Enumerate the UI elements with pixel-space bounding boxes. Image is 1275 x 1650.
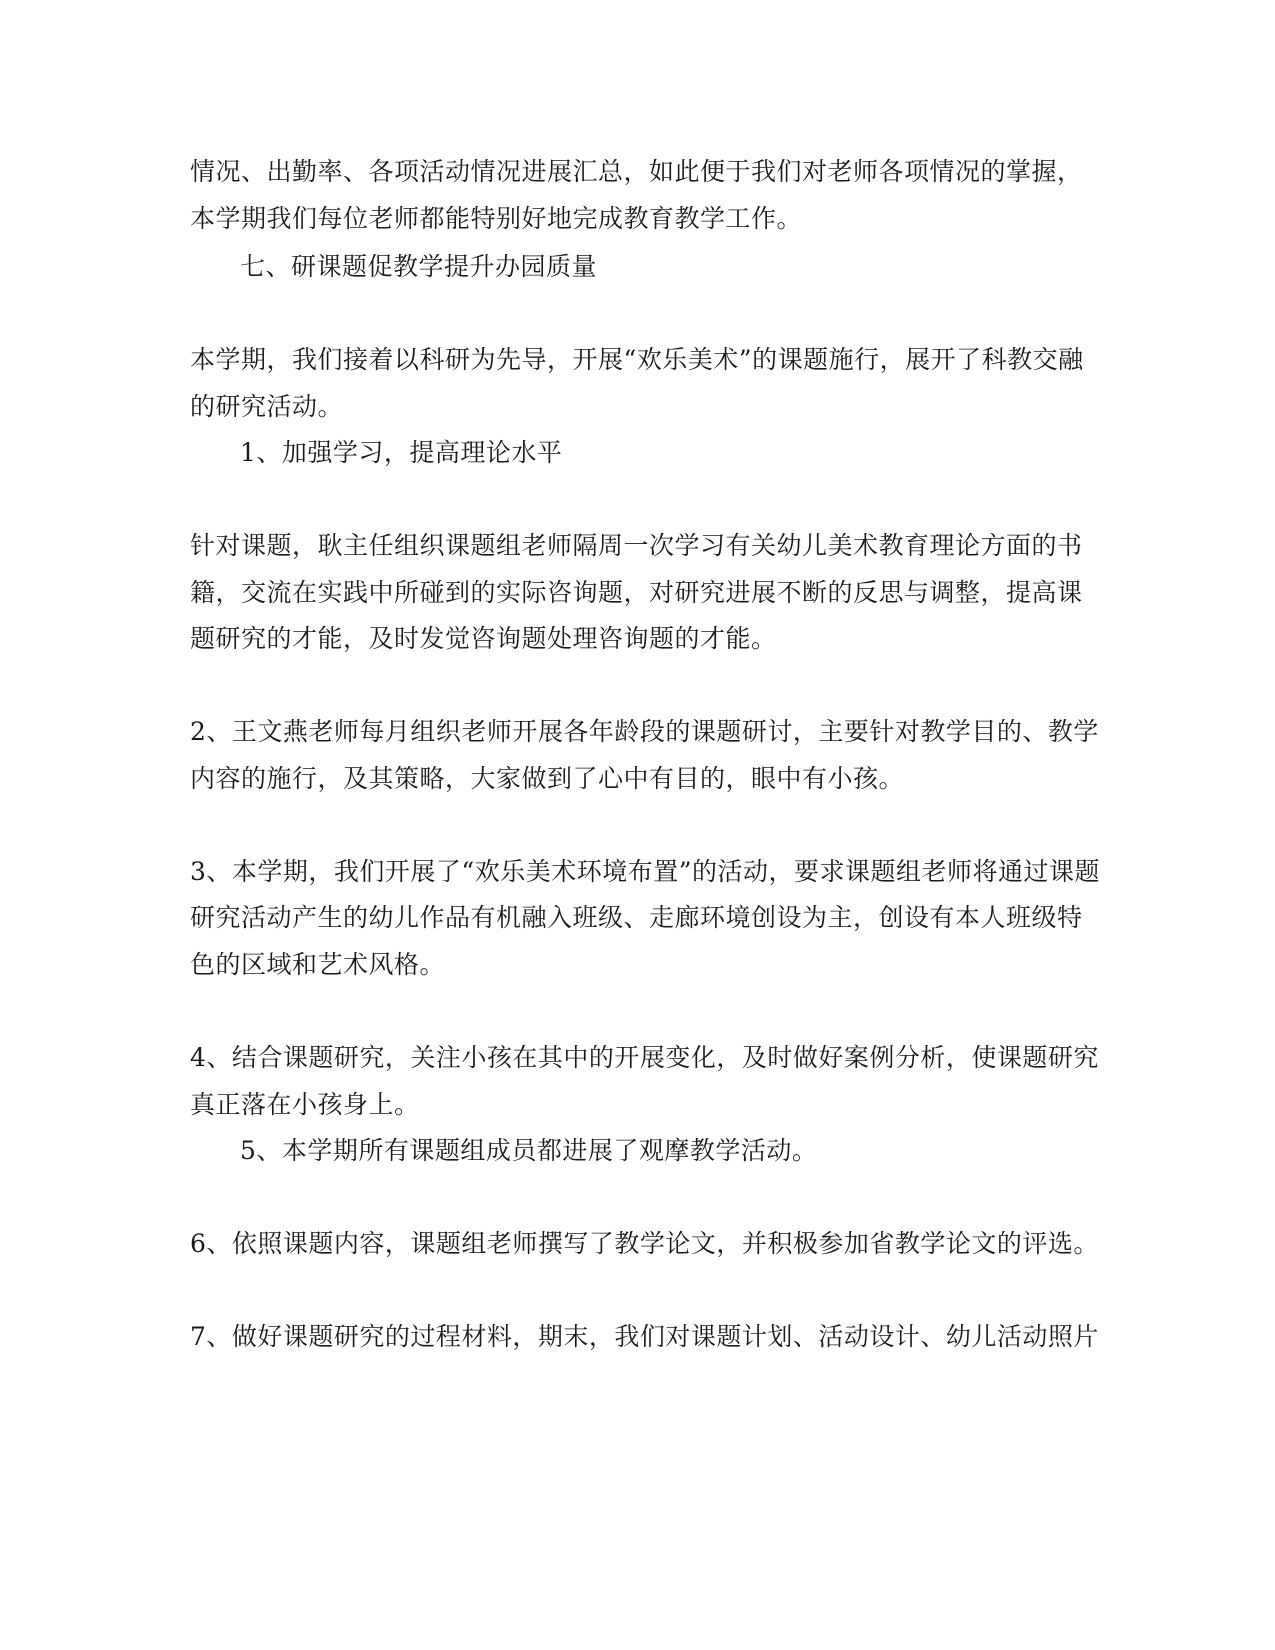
paragraph-line: 本学期，我们接着以科研为先导，开展“欢乐美术”的课题施行，展开了科教交融 xyxy=(190,345,1084,374)
paragraph-line: 内容的施行，及其策略，大家做到了心中有目的，眼中有小孩。 xyxy=(190,764,905,793)
paragraph-line: 4、结合课题研究，关注小孩在其中的开展变化，及时做好案例分析，使课题研究 xyxy=(190,1043,1099,1072)
paragraph-line: 5、本学期所有课题组成员都进展了观摩教学活动。 xyxy=(240,1136,818,1165)
paragraph-line: 7、做好课题研究的过程材料，期末，我们对课题计划、活动设计、幼儿活动照片 xyxy=(190,1322,1099,1351)
paragraph-line: 本学期我们每位老师都能特别好地完成教育教学工作。 xyxy=(190,204,803,233)
paragraph-line: 籍，交流在实践中所碰到的实际咨询题，对研究进展不断的反思与调整，提高课 xyxy=(190,578,1083,607)
subheading: 1、加强学习，提高理论水平 xyxy=(240,438,563,467)
section-heading: 七、研课题促教学提升办园质量 xyxy=(240,252,598,281)
paragraph-line: 情况、出勤率、各项活动情况进展汇总，如此便于我们对老师各项情况的掌握， xyxy=(190,157,1083,186)
paragraph-line: 2、王文燕老师每月组织老师开展各年龄段的课题研讨，主要针对教学目的、教学 xyxy=(190,717,1099,746)
paragraph-line: 的研究活动。 xyxy=(190,392,344,421)
paragraph-line: 6、依照课题内容，课题组老师撰写了教学论文，并积极参加省教学论文的评选。 xyxy=(190,1229,1099,1258)
paragraph-line: 真正落在小孩身上。 xyxy=(190,1090,420,1119)
paragraph-line: 研究活动产生的幼儿作品有机融入班级、走廊环境创设为主，创设有本人班级特 xyxy=(190,903,1083,932)
paragraph-line: 色的区域和艺术风格。 xyxy=(190,950,446,979)
paragraph-line: 题研究的才能，及时发觉咨询题处理咨询题的才能。 xyxy=(190,624,777,653)
paragraph-line: 3、本学期，我们开展了“欢乐美术环境布置”的活动，要求课题组老师将通过课题 xyxy=(190,857,1100,886)
paragraph-line: 针对课题，耿主任组织课题组老师隔周一次学习有关幼儿美术教育理论方面的书 xyxy=(190,531,1083,560)
